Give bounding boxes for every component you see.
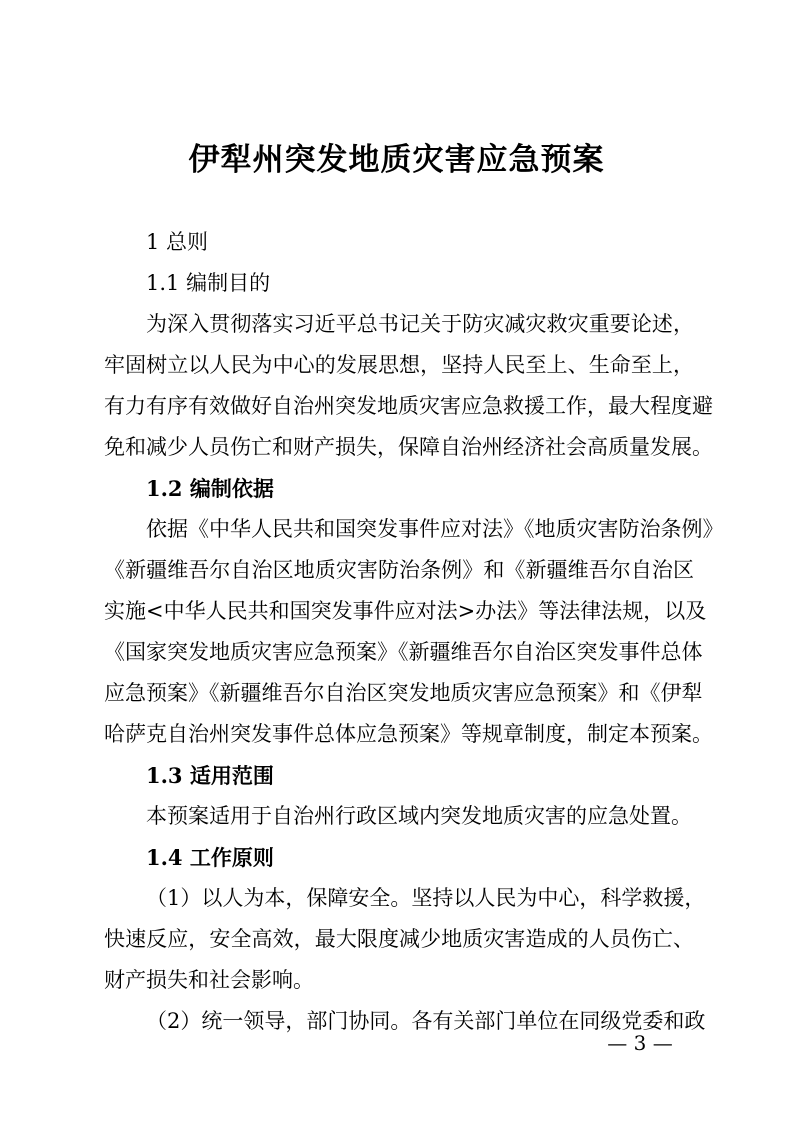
paragraph-line: 依据《中华人民共和国突发事件应对法》《地质灾害防治条例》 [146,517,724,541]
paragraph-line: 应急预案》《新疆维吾尔自治区突发地质灾害应急预案》和《伊犁 [104,681,703,705]
paragraph-line: 实施<中华人民共和国突发事件应对法>办法》等法律法规，以及 [104,599,707,623]
paragraph-line: 牢固树立以人民为中心的发展思想，坚持人民至上、生命至上， [104,353,694,377]
document-body [104,222,724,1042]
paragraph-line: 《新疆维吾尔自治区地质灾害防治条例》和《新疆维吾尔自治区 [104,558,694,582]
paragraph-line: 有力有序有效做好自治州突发地质灾害应急救援工作，最大程度避 [104,394,713,418]
paragraph-line: 快速反应，安全高效，最大限度减少地质灾害造成的人员伤亡、 [104,927,694,951]
paragraph-line: 1.1 编制目的 [146,271,271,295]
paragraph-line: （1）以人为本，保障安全。坚持以人民为中心，科学救援， [146,886,706,910]
document-title: 伊犁州突发地质灾害应急预案 [188,142,605,178]
paragraph-line: （2）统一领导，部门协同。各有关部门单位在同级党委和政 [146,1009,706,1033]
section-heading: 1.3 适用范围 [146,763,274,788]
paragraph-line: 《国家突发地质灾害应急预案》《新疆维吾尔自治区突发事件总体 [104,640,703,664]
paragraph-line: 财产损失和社会影响。 [104,968,314,992]
paragraph-line: 为深入贯彻落实习近平总书记关于防灾减灾救灾重要论述， [146,312,694,336]
section-heading: 1.4 工作原则 [146,845,274,870]
page-number: — 3 — [607,1031,673,1055]
paragraph-line: 哈萨克自治州突发事件总体应急预案》等规章制度，制定本预案。 [104,722,713,746]
paragraph-line: 本预案适用于自治州行政区域内突发地质灾害的应急处置。 [146,804,692,828]
paragraph-line: 免和减少人员伤亡和财产损失，保障自治州经济社会高质量发展。 [104,435,713,459]
section-heading: 1.2 编制依据 [146,476,274,501]
paragraph-line: 1 总则 [146,230,209,254]
